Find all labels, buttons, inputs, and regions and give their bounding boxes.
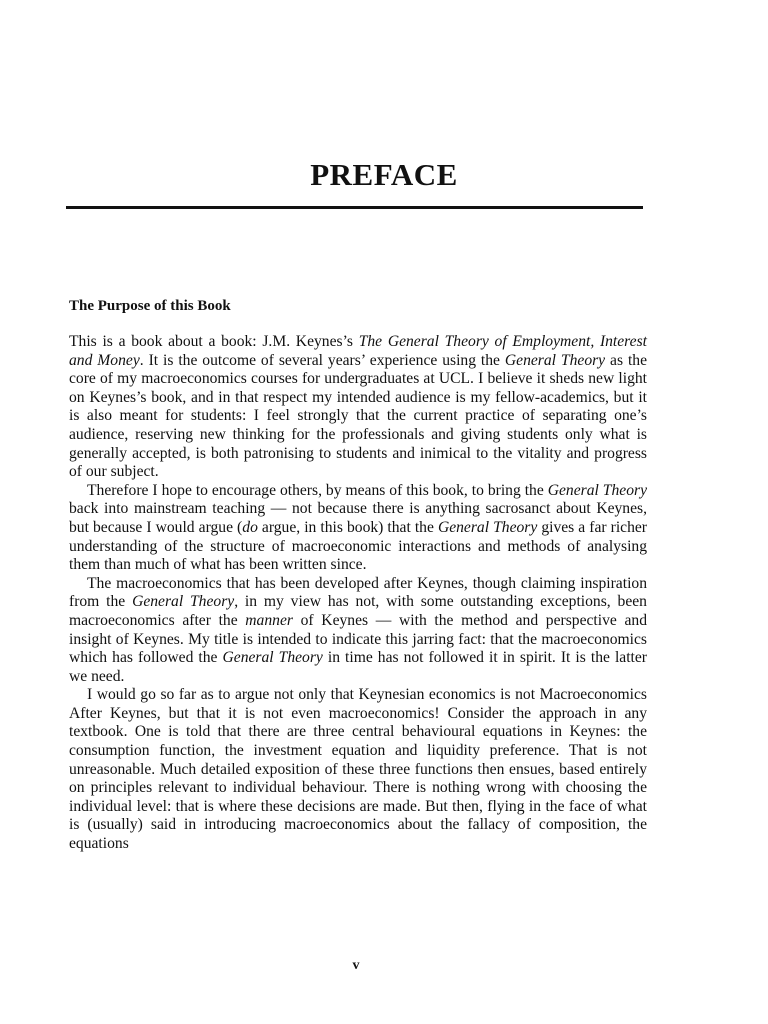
page-number: v: [352, 958, 360, 973]
paragraph-text: argue, in this book) that the: [257, 518, 438, 536]
italic-text: General Theory: [132, 593, 235, 611]
paragraph-text: The macroeconomics that has been developed after Keynes, though claiming inspiration from the: [69, 574, 647, 611]
paragraph: [69, 686, 647, 853]
body-text: [69, 333, 647, 854]
italic-text: General Theory: [547, 481, 647, 499]
paragraph-text: . It is the outcome of several years’ experience using the: [139, 351, 505, 369]
paragraph: [69, 482, 647, 575]
italic-text: do: [242, 518, 258, 536]
italic-text: General Theory: [504, 351, 606, 369]
section-heading: The Purpose of this Book: [69, 298, 231, 314]
paragraph: [69, 575, 647, 687]
paragraph-text: back into mainstream teaching — not because there is anything sacrosanct about Keynes, but because I would argue (: [69, 500, 647, 536]
title-rule: [66, 206, 643, 209]
italic-text: The General Theory of Employment, Interest and Money: [69, 333, 647, 369]
chapter-title: PREFACE: [310, 157, 458, 192]
paragraph-text: Therefore I hope to encourage others, by means of this book, to bring the: [87, 481, 548, 499]
paragraph-text: This is a book about a book: J.M. Keynes’s: [69, 333, 359, 350]
paragraph-text: , in my view has not, with some outstanding exceptions, been macroeconomics after the: [69, 593, 647, 629]
paragraph-text: of Keynes — with the method and perspective and insight of Keynes. My title is intended to indicate this jarring fact: that the macroeconomics which has followed the: [69, 611, 647, 667]
paragraph-text: as the core of my macroeconomics courses for undergraduates at UCL. I believe it sheds new light on Keynes’s book, and in that respect my intended audience is my fellow-academics, but it is also meant for students: I feel strongly that the current practice of separating one’s audience, reserving new thinking for the professionals and giving students only what is generally accepted, is both patronising to students and inimical to the vitality and progress of our subject.: [69, 351, 647, 481]
paragraph-text: I would go so far as to argue not only that Keynesian economics is not Macroeconomics After Keynes, but that it is not even macroeconomics! Consider the approach in any textbook. One is told that there are three central behavioural equations in Keynes: the consumption function, the investment equation and liquidity preference. That is not unreasonable. Much detailed exposition of these three functions then ensues, based entirely on principles relevant to individual behaviour. There is nothing wrong with choosing the individual level: that is where these decisions are made. But then, flying in the face of what is (usually) said in introducing macroeconomics about the fallacy of composition, the equations: [69, 686, 647, 853]
paragraph-text: in time has not followed it in spirit. It is the latter we need.: [69, 649, 647, 685]
italic-text: General Theory: [222, 649, 323, 667]
italic-text: General Theory: [437, 518, 538, 536]
italic-text: manner: [245, 611, 293, 629]
paragraph-text: gives a far richer understanding of the structure of macroeconomic interactions and methods of analysing them than much of what has been written since.: [69, 518, 647, 574]
paragraph: [69, 333, 647, 482]
